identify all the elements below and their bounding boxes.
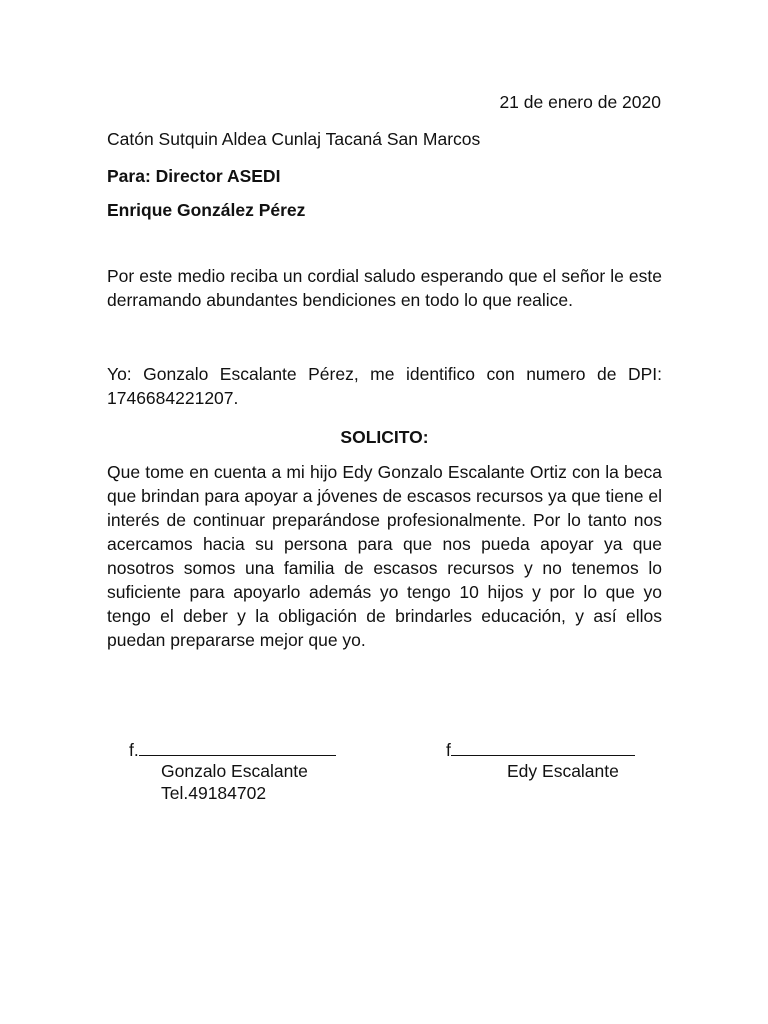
recipient-name: Enrique González Pérez: [107, 200, 306, 220]
signature-right-line: [451, 739, 635, 756]
signature-left: [129, 739, 336, 761]
request-paragraph: Que tome en cuenta a mi hijo Edy Gonzalo Escalante Ortiz con la beca que brindan para apoyar a jóvenes de escasos recursos ya que tiene el interés de continuar preparándose profesionalmente. Por lo tanto nos acercamos hacia su persona para que nos pueda apoyar ya que nosotros somos una familia de escasos recursos y no tenemos lo suficiente para apoyarlo además yo tengo 10 hijos y por lo que yo tengo el deber y la obligación de brindarles educación, y así ellos puedan prepararse mejor que yo.: [107, 462, 662, 650]
letter-date: 21 de enero de 2020: [499, 92, 661, 112]
request-heading: SOLICITO:: [340, 427, 429, 447]
signature-right: [446, 739, 635, 761]
signature-right-name: Edy Escalante: [507, 761, 619, 781]
signature-left-name: Gonzalo Escalante: [161, 761, 308, 781]
signature-left-line: [139, 739, 336, 756]
sender-location: Catón Sutquin Aldea Cunlaj Tacaná San Marcos: [107, 129, 481, 149]
signature-left-phone: Tel.49184702: [161, 783, 267, 803]
signature-left-prefix: f.: [129, 740, 139, 760]
signature-right-prefix: f: [446, 740, 451, 760]
identification-paragraph: Yo: Gonzalo Escalante Pérez, me identifico con numero de DPI: 1746684221207.: [107, 364, 662, 408]
greeting-paragraph: Por este medio reciba un cordial saludo esperando que el señor le este derramando abundantes bendiciones en todo lo que realice.: [107, 266, 662, 310]
recipient-line: Para: Director ASEDI: [107, 166, 281, 186]
